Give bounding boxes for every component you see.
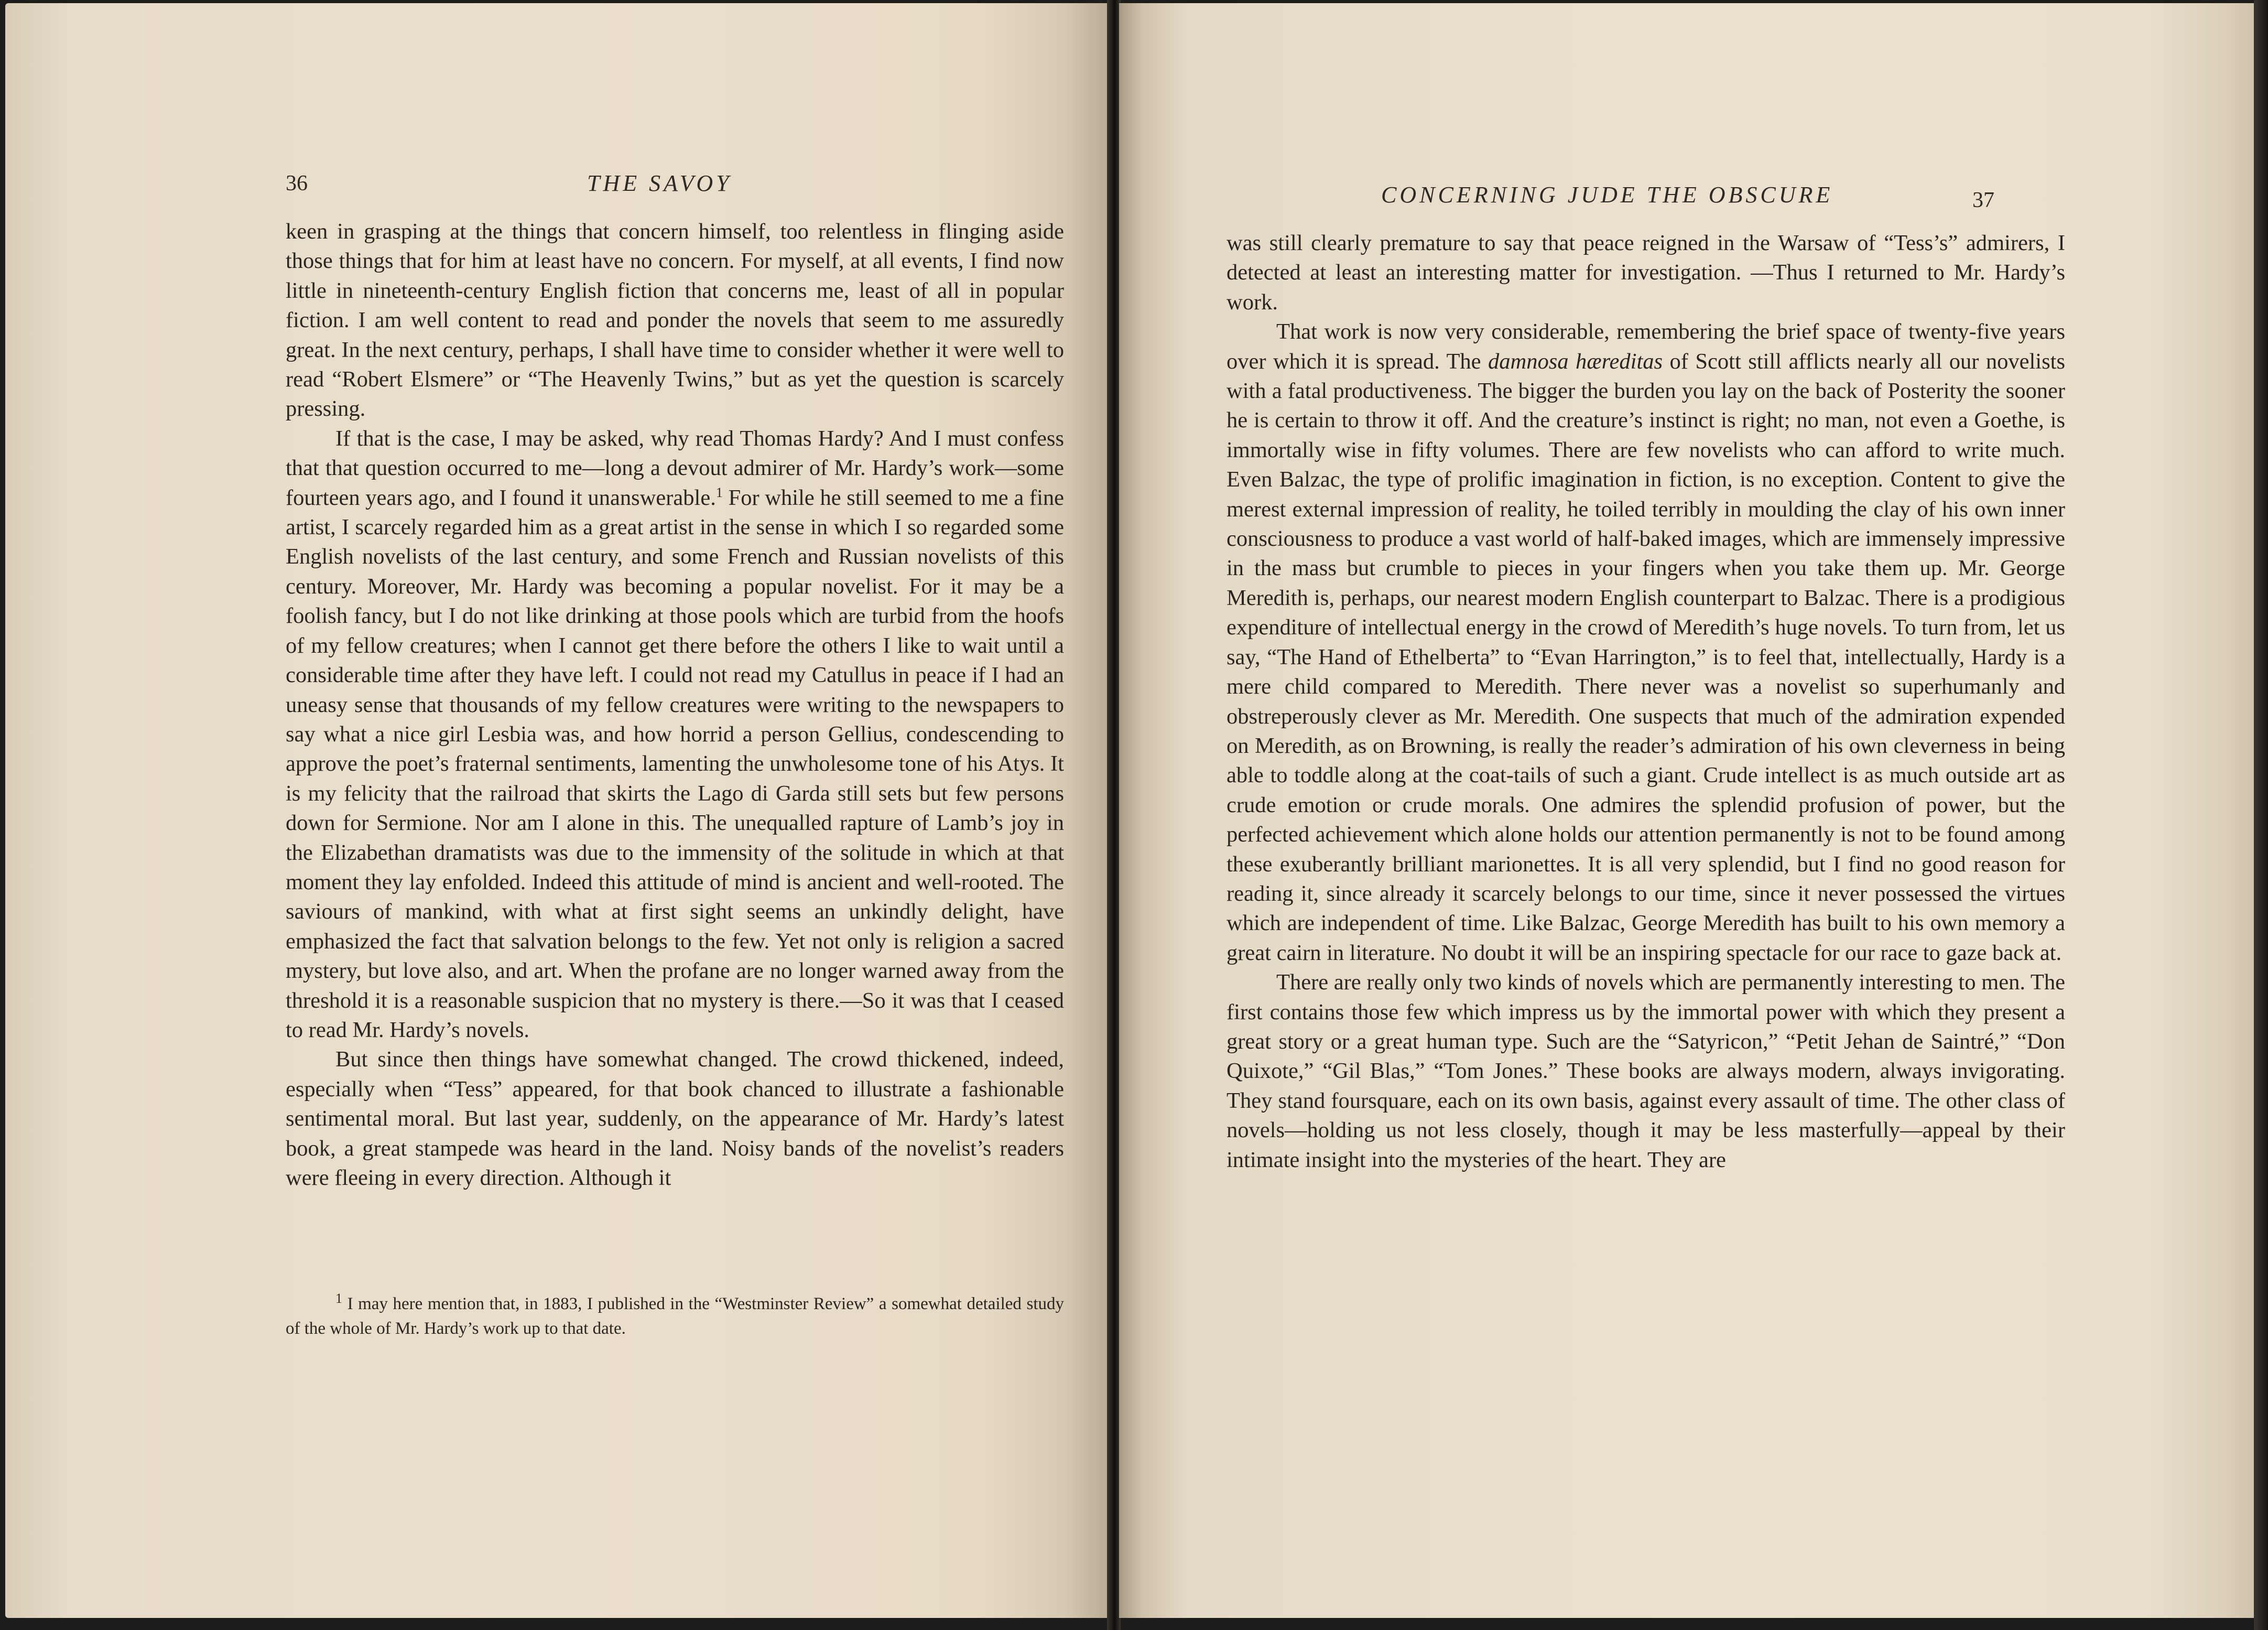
right-paragraph-2-italic: damnosa hæreditas xyxy=(1488,349,1663,374)
right-paragraph-2-start: That work is now very considerable, remembering the brief space of twenty-five years over which it is spread. The xyxy=(1227,319,2065,374)
right-page-number: 37 xyxy=(1972,188,1994,212)
right-paragraph-2 xyxy=(1227,317,2065,968)
left-running-head-text: THE SAVOY xyxy=(587,170,732,196)
left-running-head xyxy=(587,170,732,197)
footnote-marker: 1 xyxy=(335,1291,342,1306)
left-paragraph-2 xyxy=(286,424,1064,1045)
left-paragraph-3: But since then things have somewhat changed. The crowd thickened, indeed, especially when “Tess” appeared, for that book chanced to illustrate a fashionable sentimental moral. But last year, suddenly, on the appearance of Mr. Hardy’s latest book, a great stampede was heard in the land. Noisy bands of the novelist’s readers were fleeing in every direction. Although it xyxy=(286,1047,1064,1190)
right-page xyxy=(1119,3,2256,1618)
left-body-text xyxy=(286,217,1064,1193)
left-paragraph-2-text: If that is the case, I may be asked, why read Thomas Hardy? And I must confess that that question occurred to me—long a devout admirer of Mr. Hardy’s work—some fourteen years ago, and I found it unanswerable. xyxy=(286,426,1064,510)
right-running-head-text: CONCERNING JUDE THE OBSCURE xyxy=(1381,182,1833,208)
left-paragraph-2-continued: For while he still seemed to me a fine artist, I scarcely regarded him as a great artist in the sense in which I so regarded some English novelists of the last century, and some French and Russian novelists of this century. Moreover, Mr. Hardy was becoming a popular novelist. For it may be a foolish fancy, but I do not like drinking at those pools which are turbid from the hoofs of my fellow creatures; when I cannot get there before the others I like to wait until a considerable time after they have left. I could not read my Catullus in peace if I had an uneasy sense that thousands of my fellow creatures were writing to the newspapers to say what a nice girl Lesbia was, and how horrid a person Gellius, condescending to approve the poet’s fraternal sentiments, lamenting the unwholesome tone of his Atys. It is my felicity that the railroad that skirts the Lago di Garda still sets but few persons down for Sermione. Nor am I alone in this. The unequalled rapture of Lamb’s joy in the Elizabethan dramatists was due to the immensity of the solitude in which at that moment they lay enfolded. Indeed this attitude of mind is ancient and well-rooted. The saviours of mankind, with what at first sight seems an unkindly delight, have emphasized the fact that salvation belongs to the few. Yet not only is religion a sacred mystery, but love also, and art. When the profane are no longer warned away from the threshold it is a reasonable suspicion that no mystery is there.—So it was that I ceased to read Mr. Hardy’s novels. xyxy=(286,485,1065,1042)
left-paragraph-1: keen in grasping at the things that concern himself, too relentless in flinging aside those things that for him at least have no concern. For myself, at all events, I find now little in nineteenth-century English fiction that concerns me, least of all in popular fiction. I am well content to read and ponder the novels that seem to me assuredly great. In the next century, perhaps, I shall have time to consider whether it were well to read “Robert Elsmere” or “The Heavenly Twins,” but as yet the question is scarcely pressing. xyxy=(286,219,1064,422)
left-page xyxy=(5,3,1109,1618)
book-right-edge xyxy=(2254,0,2268,1630)
footnote-text: I may here mention that, in 1883, I published in the “Westminster Review” a somewhat detailed study of the whole of Mr. Hardy’s work up to that date. xyxy=(286,1294,1064,1338)
left-page-number: 36 xyxy=(286,171,308,196)
right-paragraph-2-end: of Scott still afflicts nearly all our novelists with a fatal productiveness. The bigger the burden you lay on the back of Posterity the sooner he is certain to throw it off. And the creature’s instinct is right; no man, not even a Goethe, is immortally wise in fifty volumes. There are few novelists who can afford to write much. Even Balzac, the type of prolific imagination in fiction, is no exception. Content to give the merest external impression of reality, he toiled terribly in moulding the clay of his own inner consciousness to produce a vast world of half-baked images, which are immensely impressive in the mass but crumble to pieces in your fingers when you take them up. Mr. George Meredith is, perhaps, our nearest modern English counterpart to Balzac. There is a prodigious expenditure of intellectual energy in the crowd of Meredith’s huge novels. To turn from, let us say, “The Hand of Ethelberta” to “Evan Harrington,” is to feel that, intellectually, Hardy is a mere child compared to Meredith. There never was a novelist so superhumanly and obstreperously clever as Mr. Meredith. One suspects that much of the admiration expended on Meredith, as on Browning, is really the reader’s admiration of his own cleverness in being able to toddle along at the coat-tails of such a giant. Crude intellect is as much outside art as crude emotion or crude morals. One admires the splendid profusion of power, but the perfected achievement which alone holds our attention permanently is not to be found among these exuberantly brilliant marionettes. It is all very splendid, but I find no good reason for reading it, since already it scarcely belongs to our time, since it never possessed the virtues which are independent of time. Like Balzac, George Meredith has built to his own memory a great cairn in literature. No doubt it will be an inspiring spectacle for our race to gaze back at. xyxy=(1227,349,2065,965)
right-paragraph-1: was still clearly premature to say that peace reigned in the Warsaw of “Tess’s” admirers, I detected at least an interesting matter for investigation. —Thus I returned to Mr. Hardy’s work. xyxy=(1227,231,2065,315)
right-paragraph-3: There are really only two kinds of novels which are permanently interesting to men. The first contains those few which impress us by the immortal power with which they present a great story or a great human type. Such are the “Satyricon,” “Petit Jehan de Saintré,” “Don Quixote,” “Gil Blas,” “Tom Jones.” These books are always modern, always invigorating. They stand foursquare, each on its own basis, against every assault of time. The other class of novels—holding us not less closely, though it may be less masterfully—appeal by their intimate insight into the mysteries of the heart. They are xyxy=(1227,970,2065,1172)
footnote-reference[interactable]: 1 xyxy=(715,484,723,500)
right-body-text xyxy=(1227,229,2065,1175)
right-running-head xyxy=(1381,181,1833,208)
left-footnote xyxy=(286,1292,1064,1341)
